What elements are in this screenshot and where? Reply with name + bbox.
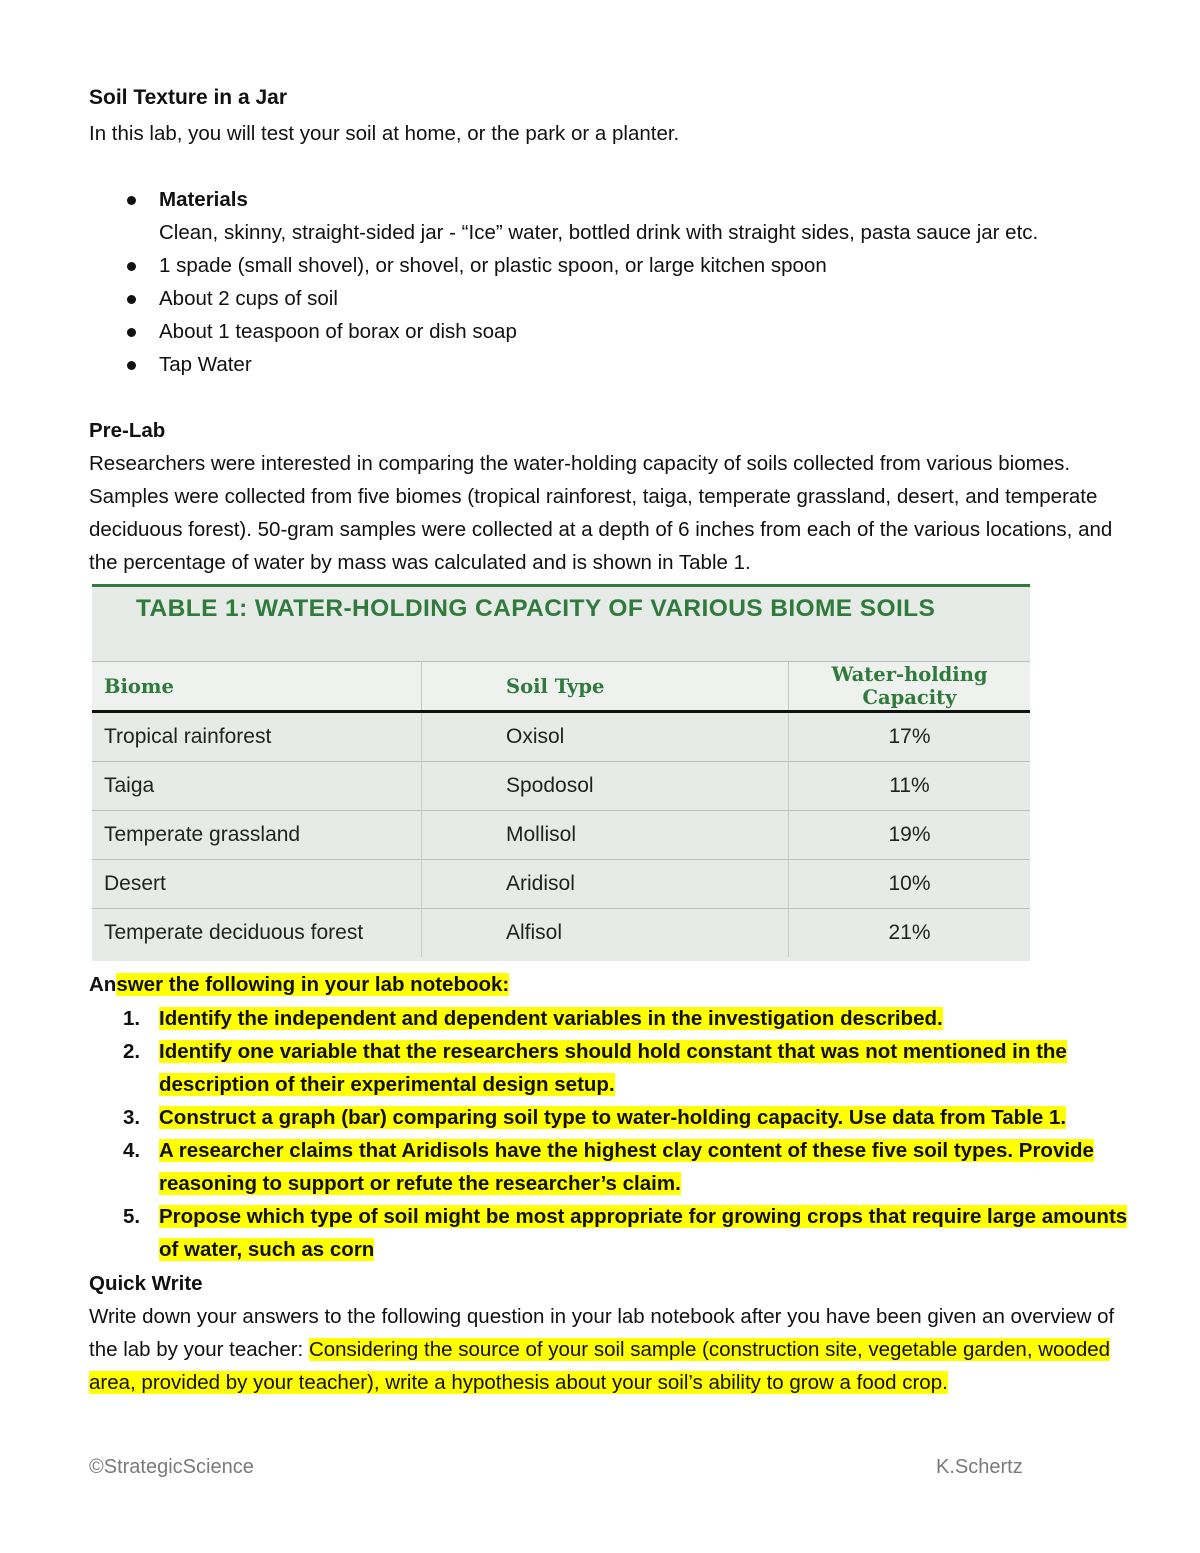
list-item xyxy=(89,1035,1139,1101)
table-row xyxy=(92,909,1030,958)
cell-biome: Tropical rainforest xyxy=(104,725,272,748)
prelab-heading: Pre-Lab xyxy=(89,419,166,442)
cell-biome: Temperate deciduous forest xyxy=(92,909,422,958)
cell-capacity: 17% xyxy=(789,712,1031,762)
materials-description: Clean, skinny, straight-sided jar - “Ice” water, bottled drink with straight sides, pasta sauce jar etc. xyxy=(159,221,1039,244)
column-header-biome: Biome xyxy=(92,662,422,712)
question-text: Construct a graph (bar) comparing soil type to water-holding capacity. Use data from Table 1. xyxy=(159,1106,1067,1129)
list-item xyxy=(89,1134,1139,1200)
cell-capacity: 19% xyxy=(789,811,1031,860)
list-item xyxy=(89,183,1038,216)
questions-heading-highlight: swer the following in your lab notebook: xyxy=(116,973,510,996)
table-row xyxy=(92,762,1030,811)
quickwrite-paragraph xyxy=(89,1300,1139,1399)
material-item: About 2 cups of soil xyxy=(159,287,338,310)
question-text: Identify one variable that the researchers should hold constant that was not mentioned in the description of their experimental design setup. xyxy=(159,1040,1067,1096)
question-number: 4. xyxy=(123,1139,141,1162)
cell-biome: Temperate grassland xyxy=(92,811,422,860)
list-item xyxy=(89,282,1038,315)
question-text: A researcher claims that Aridisols have the highest clay content of these five soil types. Provide reasoning to support or refute the researcher’s claim. xyxy=(159,1139,1094,1195)
table-row xyxy=(92,860,1030,909)
footer-author: K.Schertz xyxy=(936,1456,1023,1478)
table-title: TABLE 1: WATER-HOLDING CAPACITY OF VARIOUS BIOME SOILS xyxy=(136,595,936,622)
materials-list xyxy=(89,183,1038,381)
prelab-paragraph: Researchers were interested in comparing the water-holding capacity of soils collected from various biomes. Samples were collected from five biomes (tropical rainforest, taiga, temperate grassland, desert, and temperate deciduous forest). 50-gram samples were collected at a depth of 6 inches from each of the various locations, and the percentage of water by mass was calculated and is shown in Table 1. xyxy=(89,452,1113,574)
data-table-figure xyxy=(92,584,1030,961)
footer-copyright: ©StrategicScience xyxy=(89,1456,254,1478)
questions-heading xyxy=(89,968,509,1001)
table-row xyxy=(92,811,1030,860)
list-item xyxy=(89,216,1038,249)
table-row xyxy=(92,712,1030,762)
list-item xyxy=(89,1200,1139,1266)
material-item: About 1 teaspoon of borax or dish soap xyxy=(159,320,517,343)
biome-table xyxy=(92,662,1030,957)
intro-text: In this lab, you will test your soil at home, or the park or a planter. xyxy=(89,122,680,145)
question-number: 3. xyxy=(123,1106,141,1129)
cell-biome: Taiga xyxy=(92,762,422,811)
quickwrite-prompt: Considering the source of your soil sample (construction site, vegetable garden, wooded area, provided by your teacher), write a hypothesis about your soil’s ability to grow a food crop. xyxy=(89,1338,1111,1394)
list-item xyxy=(89,249,1038,282)
list-item xyxy=(89,1002,1139,1035)
quickwrite-intro: Write down your answers to the following question in your lab notebook after you have been given an overview of the lab by your teacher: xyxy=(89,1305,1115,1361)
cell-biome: Desert xyxy=(92,860,422,909)
column-header-soil-type: Soil Type xyxy=(422,662,789,712)
material-item: Tap Water xyxy=(159,353,252,376)
question-number: 2. xyxy=(123,1040,141,1063)
cell-soil-type: Alfisol xyxy=(422,909,789,958)
cell-soil-type: Mollisol xyxy=(422,811,789,860)
table-header-row xyxy=(92,662,1030,712)
cell-soil-type: Spodosol xyxy=(422,762,789,811)
question-text: Identify the independent and dependent variables in the investigation described. xyxy=(159,1007,943,1030)
cell-capacity: 10% xyxy=(789,860,1031,909)
question-number: 1. xyxy=(123,1007,141,1030)
column-header-capacity: Water-holding Capacity xyxy=(789,662,1031,712)
list-item xyxy=(89,348,1038,381)
materials-heading: Materials xyxy=(159,188,248,211)
material-item: 1 spade (small shovel), or shovel, or plastic spoon, or large kitchen spoon xyxy=(159,254,827,277)
question-text: Propose which type of soil might be most appropriate for growing crops that require large amounts of water, such as corn xyxy=(159,1205,1128,1261)
page-title: Soil Texture in a Jar xyxy=(89,86,288,109)
list-item xyxy=(89,315,1038,348)
list-item xyxy=(89,1101,1139,1134)
cell-capacity: 21% xyxy=(789,909,1031,958)
questions-list xyxy=(89,1002,1139,1266)
quickwrite-heading: Quick Write xyxy=(89,1272,203,1295)
questions-heading-start: An xyxy=(89,973,117,996)
question-number: 5. xyxy=(123,1205,141,1228)
cell-capacity: 11% xyxy=(789,762,1031,811)
cell-soil-type: Oxisol xyxy=(422,712,789,762)
cell-soil-type: Aridisol xyxy=(422,860,789,909)
